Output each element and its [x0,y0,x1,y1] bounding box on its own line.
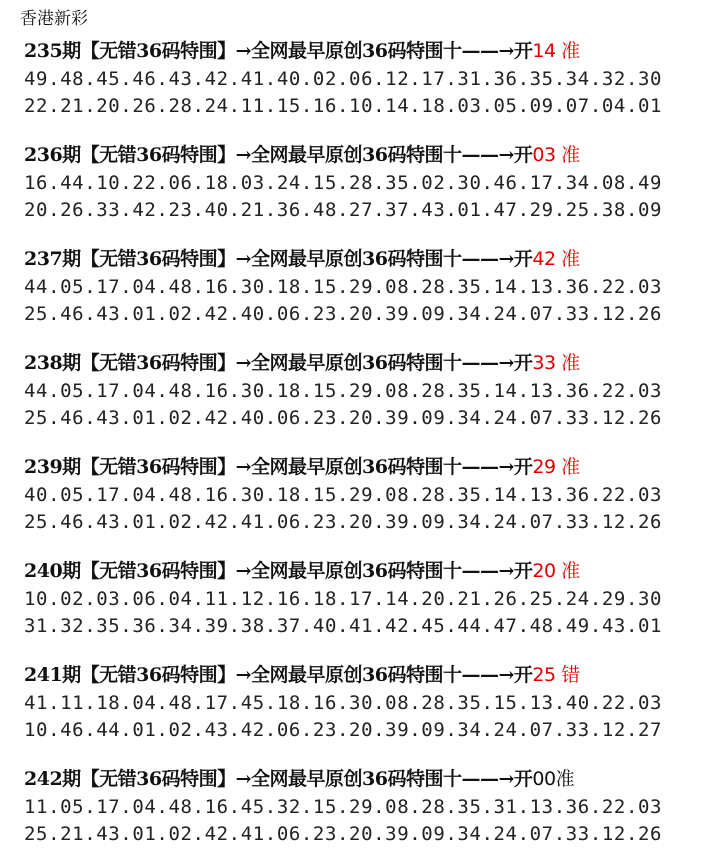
record-header [24,36,704,66]
number-row-1: 49.48.45.46.43.42.41.40.02.06.12.17.31.36.35.34.32.30 [24,68,663,90]
number-row-2: 31.32.35.36.34.39.38.37.40.41.42.45.44.47.48.49.43.01 [24,615,663,637]
record-result: 14 准 [532,40,580,62]
page-title: 香港新彩 [20,9,88,29]
record-header-text: 236期【无错36码特围】→全网最早原创36码特围十——→开 [24,144,533,166]
records-list [24,36,704,868]
number-row-2: 10.46.44.01.02.43.42.06.23.20.39.09.34.24.07.33.12.27 [24,719,663,741]
record-header [24,660,704,690]
number-row-1: 11.05.17.04.48.16.45.32.15.29.08.28.35.31.13.36.22.03 [24,796,663,818]
record-result: 33 准 [532,352,580,374]
record-header-text: 235期【无错36码特围】→全网最早原创36码特围十——→开 [24,40,533,62]
number-row-1: 16.44.10.22.06.18.03.24.15.28.35.02.30.46.17.34.08.49 [24,172,663,194]
record-236 [24,140,704,244]
record-header [24,556,704,586]
record-result: 29 准 [532,456,580,478]
record-header [24,452,704,482]
record-header-text: 242期【无错36码特围】→全网最早原创36码特围十——→开 [24,768,533,790]
number-row-2: 25.21.43.01.02.42.41.06.23.20.39.09.34.24.07.33.12.26 [24,823,663,845]
number-row-2: 25.46.43.01.02.42.41.06.23.20.39.09.34.24.07.33.12.26 [24,511,663,533]
record-241 [24,660,704,764]
number-row-1: 44.05.17.04.48.16.30.18.15.29.08.28.35.14.13.36.22.03 [24,276,663,298]
record-result: 25 错 [532,664,580,686]
record-result: 20 准 [532,560,580,582]
number-row-1: 41.11.18.04.48.17.45.18.16.30.08.28.35.15.13.40.22.03 [24,692,663,714]
record-239 [24,452,704,556]
record-header-text: 240期【无错36码特围】→全网最早原创36码特围十——→开 [24,560,533,582]
record-header-text: 241期【无错36码特围】→全网最早原创36码特围十——→开 [24,664,533,686]
record-237 [24,244,704,348]
record-238 [24,348,704,452]
number-row-2: 20.26.33.42.23.40.21.36.48.27.37.43.01.47.29.25.38.09 [24,199,663,221]
number-row-2: 25.46.43.01.02.42.40.06.23.20.39.09.34.24.07.33.12.26 [24,407,663,429]
record-header [24,244,704,274]
record-result: 42 准 [532,248,580,270]
record-header [24,764,704,794]
record-235 [24,36,704,140]
number-row-2: 25.46.43.01.02.42.40.06.23.20.39.09.34.24.07.33.12.26 [24,303,663,325]
record-header [24,140,704,170]
record-result: 03 准 [532,144,580,166]
record-242 [24,764,704,868]
number-row-1: 40.05.17.04.48.16.30.18.15.29.08.28.35.14.13.36.22.03 [24,484,663,506]
number-row-1: 44.05.17.04.48.16.30.18.15.29.08.28.35.14.13.36.22.03 [24,380,663,402]
number-row-2: 22.21.20.26.28.24.11.15.16.10.14.18.03.05.09.07.04.01 [24,95,663,117]
record-header-text: 239期【无错36码特围】→全网最早原创36码特围十——→开 [24,456,533,478]
record-header-text: 237期【无错36码特围】→全网最早原创36码特围十——→开 [24,248,533,270]
number-row-1: 10.02.03.06.04.11.12.16.18.17.14.20.21.26.25.24.29.30 [24,588,663,610]
record-header [24,348,704,378]
record-result: 00准 [532,768,575,790]
record-240 [24,556,704,660]
record-header-text: 238期【无错36码特围】→全网最早原创36码特围十——→开 [24,352,533,374]
